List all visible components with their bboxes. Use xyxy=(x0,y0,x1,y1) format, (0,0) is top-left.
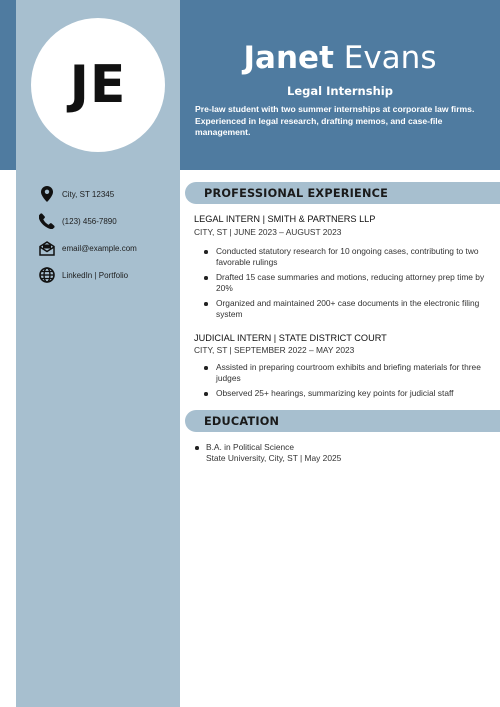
job-bullets-2 xyxy=(204,362,486,403)
job-bullets-1 xyxy=(204,246,486,324)
envelope-icon xyxy=(38,239,56,257)
list-item: Conducted statutory research for 10 ongoing cases, contributing to two favorable rulings xyxy=(204,246,486,268)
initials: JE xyxy=(69,55,127,115)
experience-section-header xyxy=(185,182,500,204)
location-pin-icon xyxy=(38,185,56,203)
contact-item-address xyxy=(38,185,114,203)
list-item: Observed 25+ hearings, summarizing key points for judicial staff xyxy=(204,388,486,399)
list-item: Organized and maintained 200+ case documents in the electronic filing system xyxy=(204,298,486,320)
experience-heading: PROFESSIONAL EXPERIENCE xyxy=(204,186,389,200)
school-text: State University, City, ST | May 2025 xyxy=(206,453,342,463)
contact-item-phone xyxy=(38,212,117,230)
first-name: Janet xyxy=(243,40,334,76)
last-name: Evans xyxy=(343,40,437,76)
links-text: LinkedIn | Portfolio xyxy=(62,270,129,280)
address-text: City, ST 12345 xyxy=(62,189,115,199)
job-title-1: LEGAL INTERN | SMITH & PARTNERS LLP xyxy=(194,214,376,224)
phone-icon xyxy=(38,212,56,230)
list-item: Assisted in preparing courtroom exhibits and briefing materials for three judges xyxy=(204,362,486,384)
list-item: Drafted 15 case summaries and motions, reducing attorney prep time by 20% xyxy=(204,272,486,294)
degree-text: B.A. in Political Science xyxy=(206,442,294,452)
email-text: email@example.com xyxy=(62,243,137,253)
profile-summary: Pre-law student with two summer internships at corporate law firms. Experienced in legal research, drafting memos, and case-file management. xyxy=(195,104,475,137)
job-meta-1: CITY, ST | JUNE 2023 – AUGUST 2023 xyxy=(194,227,342,237)
contact-item-links xyxy=(38,266,128,284)
avatar xyxy=(31,18,165,152)
education-section-header xyxy=(185,410,500,432)
job-meta-2: CITY, ST | SEPTEMBER 2022 – MAY 2023 xyxy=(194,345,355,355)
job-target-title: Legal Internship xyxy=(287,84,393,98)
contact-item-email xyxy=(38,239,137,257)
bullet-dot xyxy=(195,446,199,450)
job-title-2: JUDICIAL INTERN | STATE DISTRICT COURT xyxy=(194,333,387,343)
education-heading: EDUCATION xyxy=(204,414,280,428)
candidate-name xyxy=(190,38,490,78)
globe-icon xyxy=(38,266,56,284)
phone-text: (123) 456-7890 xyxy=(62,216,117,226)
